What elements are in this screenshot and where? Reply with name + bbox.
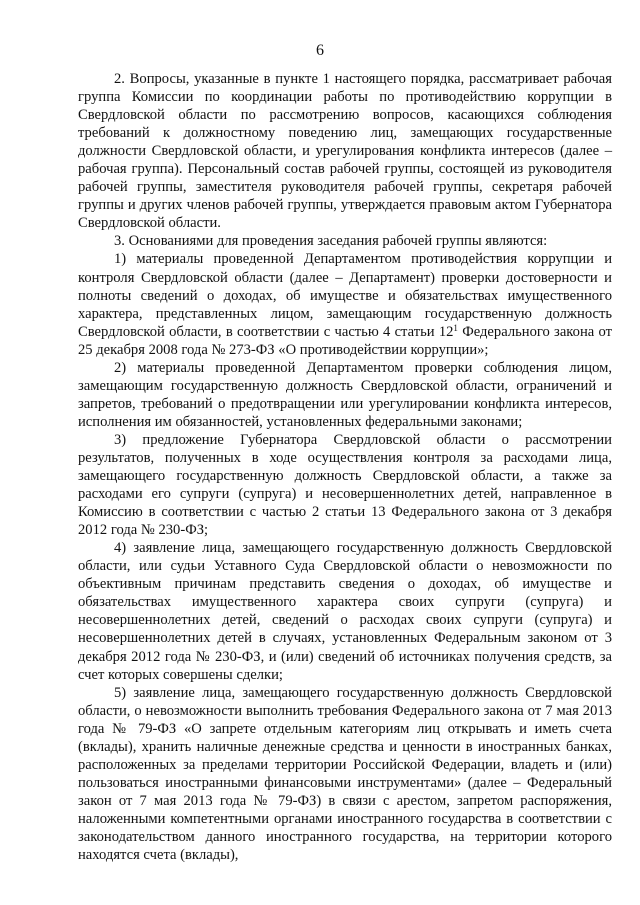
item-1-text-end: Федерального закона от 25 декабря 2008 года № 273-ФЗ «О противодействии коррупции»; <box>78 323 612 358</box>
paragraph-3: 3. Основаниями для проведения заседания рабочей группы являются: <box>114 233 548 250</box>
paragraph-3-item-2: 2) материалы проведенной Департаментом проверки соблюдения лицом, замещающим государственную должность Свердловской области, ограничений и запретов, требований о предотвращении или урегулировании конфликта интересов, исполнения им обязанностей, установленных федеральными законами; <box>78 359 612 430</box>
paragraph-2: 2. Вопросы, указанные в пункте 1 настоящего порядка, рассматривает рабочая группа Комиссии по координации работы по противодействию коррупции в Свердловской области по рассмотрению вопросов, касающихся соблюдения требований к должностному поведению лиц, замещающих государственные должности Свердловской области, и урегулирования конфликта интересов (далее – рабочая группа). Персональный состав рабочей группы, состоящей из руководителя рабочей группы, заместителя руководителя рабочей группы, секретаря рабочей группы и других членов рабочей группы, утверждается правовым актом Губернатора Свердловской области. <box>78 71 612 232</box>
paragraph-3-item-5: 5) заявление лица, замещающего государственную должность Свердловской области, о невозможности выполнить требования Федерального закона от 7 мая 2013 года № 79-ФЗ «О запрете отдельным категориям лиц открывать и иметь счета (вклады), хранить наличные денежные средства и ценности в иностранных банках, расположенных за пределами территории Российской Федерации, владеть и (или) пользоваться иностранными финансовыми инструментами» (далее – Федеральный закон от 7 мая 2013 года № 79-ФЗ) в связи с арестом, запретом распоряжения, наложенными компетентными органами иностранного государства в соответствии с законодательством данного иностранного государства, на территории которого находятся счета (вклады), <box>78 684 612 864</box>
page-number: 6 <box>316 42 324 59</box>
paragraph-3-item-1 <box>78 250 612 358</box>
item-1-text: 1) материалы проведенной Департаментом противодействия коррупции и контроля Свердловской области (далее – Департамент) проверки достоверности и полноты сведений о доходах, об имуществе и обязательствах имущественного характера, представленных лицом, замещающим государственную должность Свердловской области, в соответствии с частью 4 статьи 12 <box>78 251 612 340</box>
document-body <box>78 70 612 864</box>
paragraph-3-item-4: 4) заявление лица, замещающего государственную должность Свердловской области, или судьи Уставного Суда Свердловской области о невозможности по объективным причинам представить сведения о доходах, об имуществе и обязательствах имущественного характера своих супруги (супруга) и несовершеннолетних детей, сведений о расходах своих супруги (супруга) и несовершеннолетних детей в случаях, установленных Федеральным законом от 3 декабря 2012 года № 230-ФЗ, и (или) сведений об источниках получения средств, за счет которых совершены сделки; <box>78 540 612 683</box>
article-superscript: 1 <box>453 322 458 333</box>
paragraph-3-item-3: 3) предложение Губернатора Свердловской области о рассмотрении результатов, полученных в ходе осуществления контроля за расходами лица, замещающего государственную должность Свердловской области, а также за расходами его супруги (супруга) и несовершеннолетних детей, направленное в Комиссию в соответствии с частью 2 статьи 13 Федерального закона от 3 декабря 2012 года № 230-ФЗ; <box>78 431 612 539</box>
